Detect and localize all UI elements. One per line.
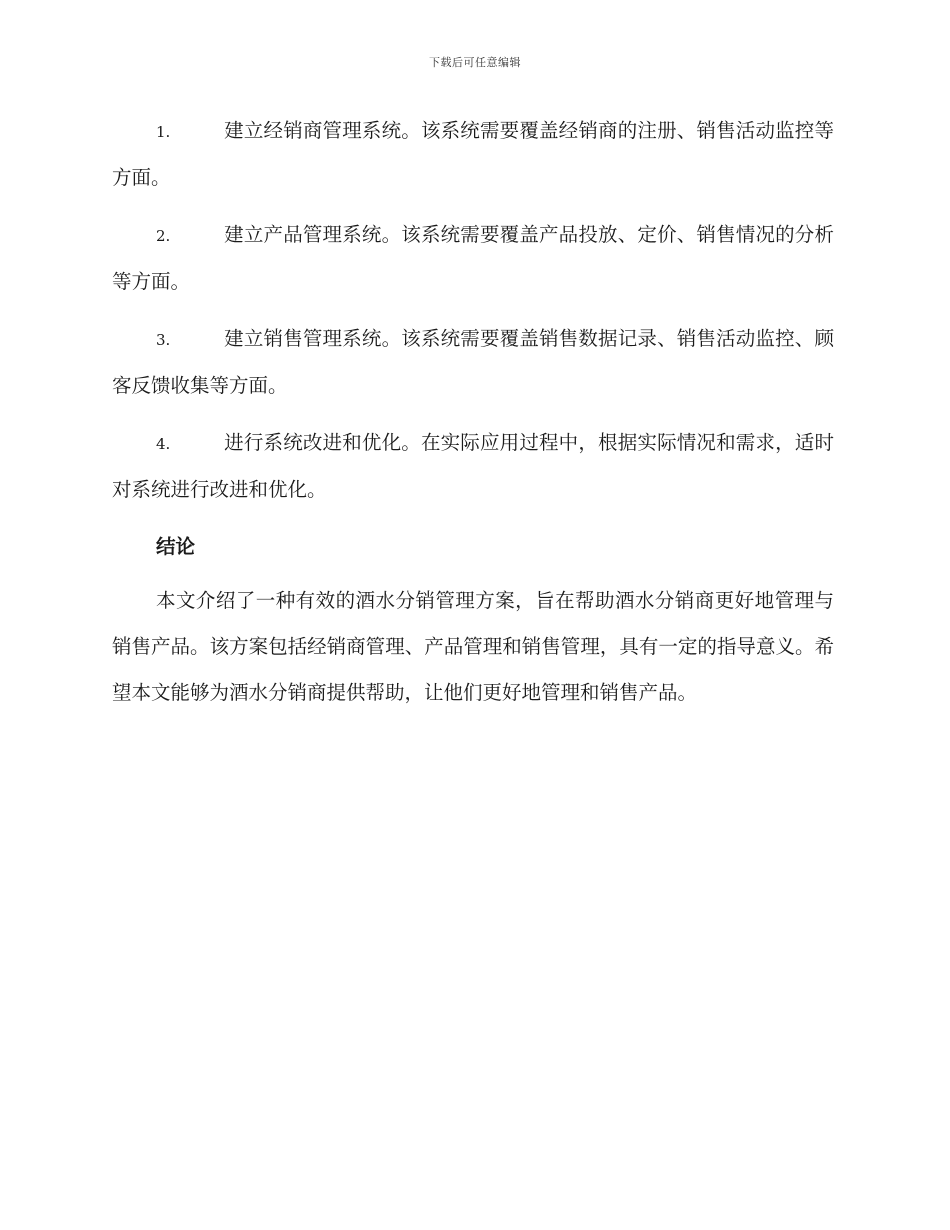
list-item-text: 建立产品管理系统。该系统需要覆盖产品投放、定价、销售情况的分析等方面。 <box>112 223 834 293</box>
list-item-number: 2. <box>156 227 171 245</box>
list-item-text: 建立经销商管理系统。该系统需要覆盖经销商的注册、销售活动监控等方面。 <box>112 119 834 189</box>
list-item-number: 3. <box>156 331 171 349</box>
list-item-number: 1. <box>156 123 171 141</box>
list-item <box>112 108 834 201</box>
document-body <box>112 108 834 716</box>
section-title-conclusion: 结论 <box>156 535 196 558</box>
list-item <box>112 420 834 513</box>
conclusion-paragraph: 本文介绍了一种有效的酒水分销管理方案，旨在帮助酒水分销商更好地管理与销售产品。该方案包括经销商管理、产品管理和销售管理，具有一定的指导意义。希望本文能够为酒水分销商提供帮助，让他们更好地管理和销售产品。 <box>112 589 834 704</box>
list-item-text: 建立销售管理系统。该系统需要覆盖销售数据记录、销售活动监控、顾客反馈收集等方面。 <box>112 327 834 397</box>
list-item <box>112 316 834 409</box>
list-item-text: 进行系统改进和优化。在实际应用过程中，根据实际情况和需求，适时对系统进行改进和优化。 <box>112 431 834 501</box>
list-item <box>112 212 834 305</box>
page-header: 下载后可任意编辑 <box>429 56 521 69</box>
list-item-number: 4. <box>156 435 171 453</box>
